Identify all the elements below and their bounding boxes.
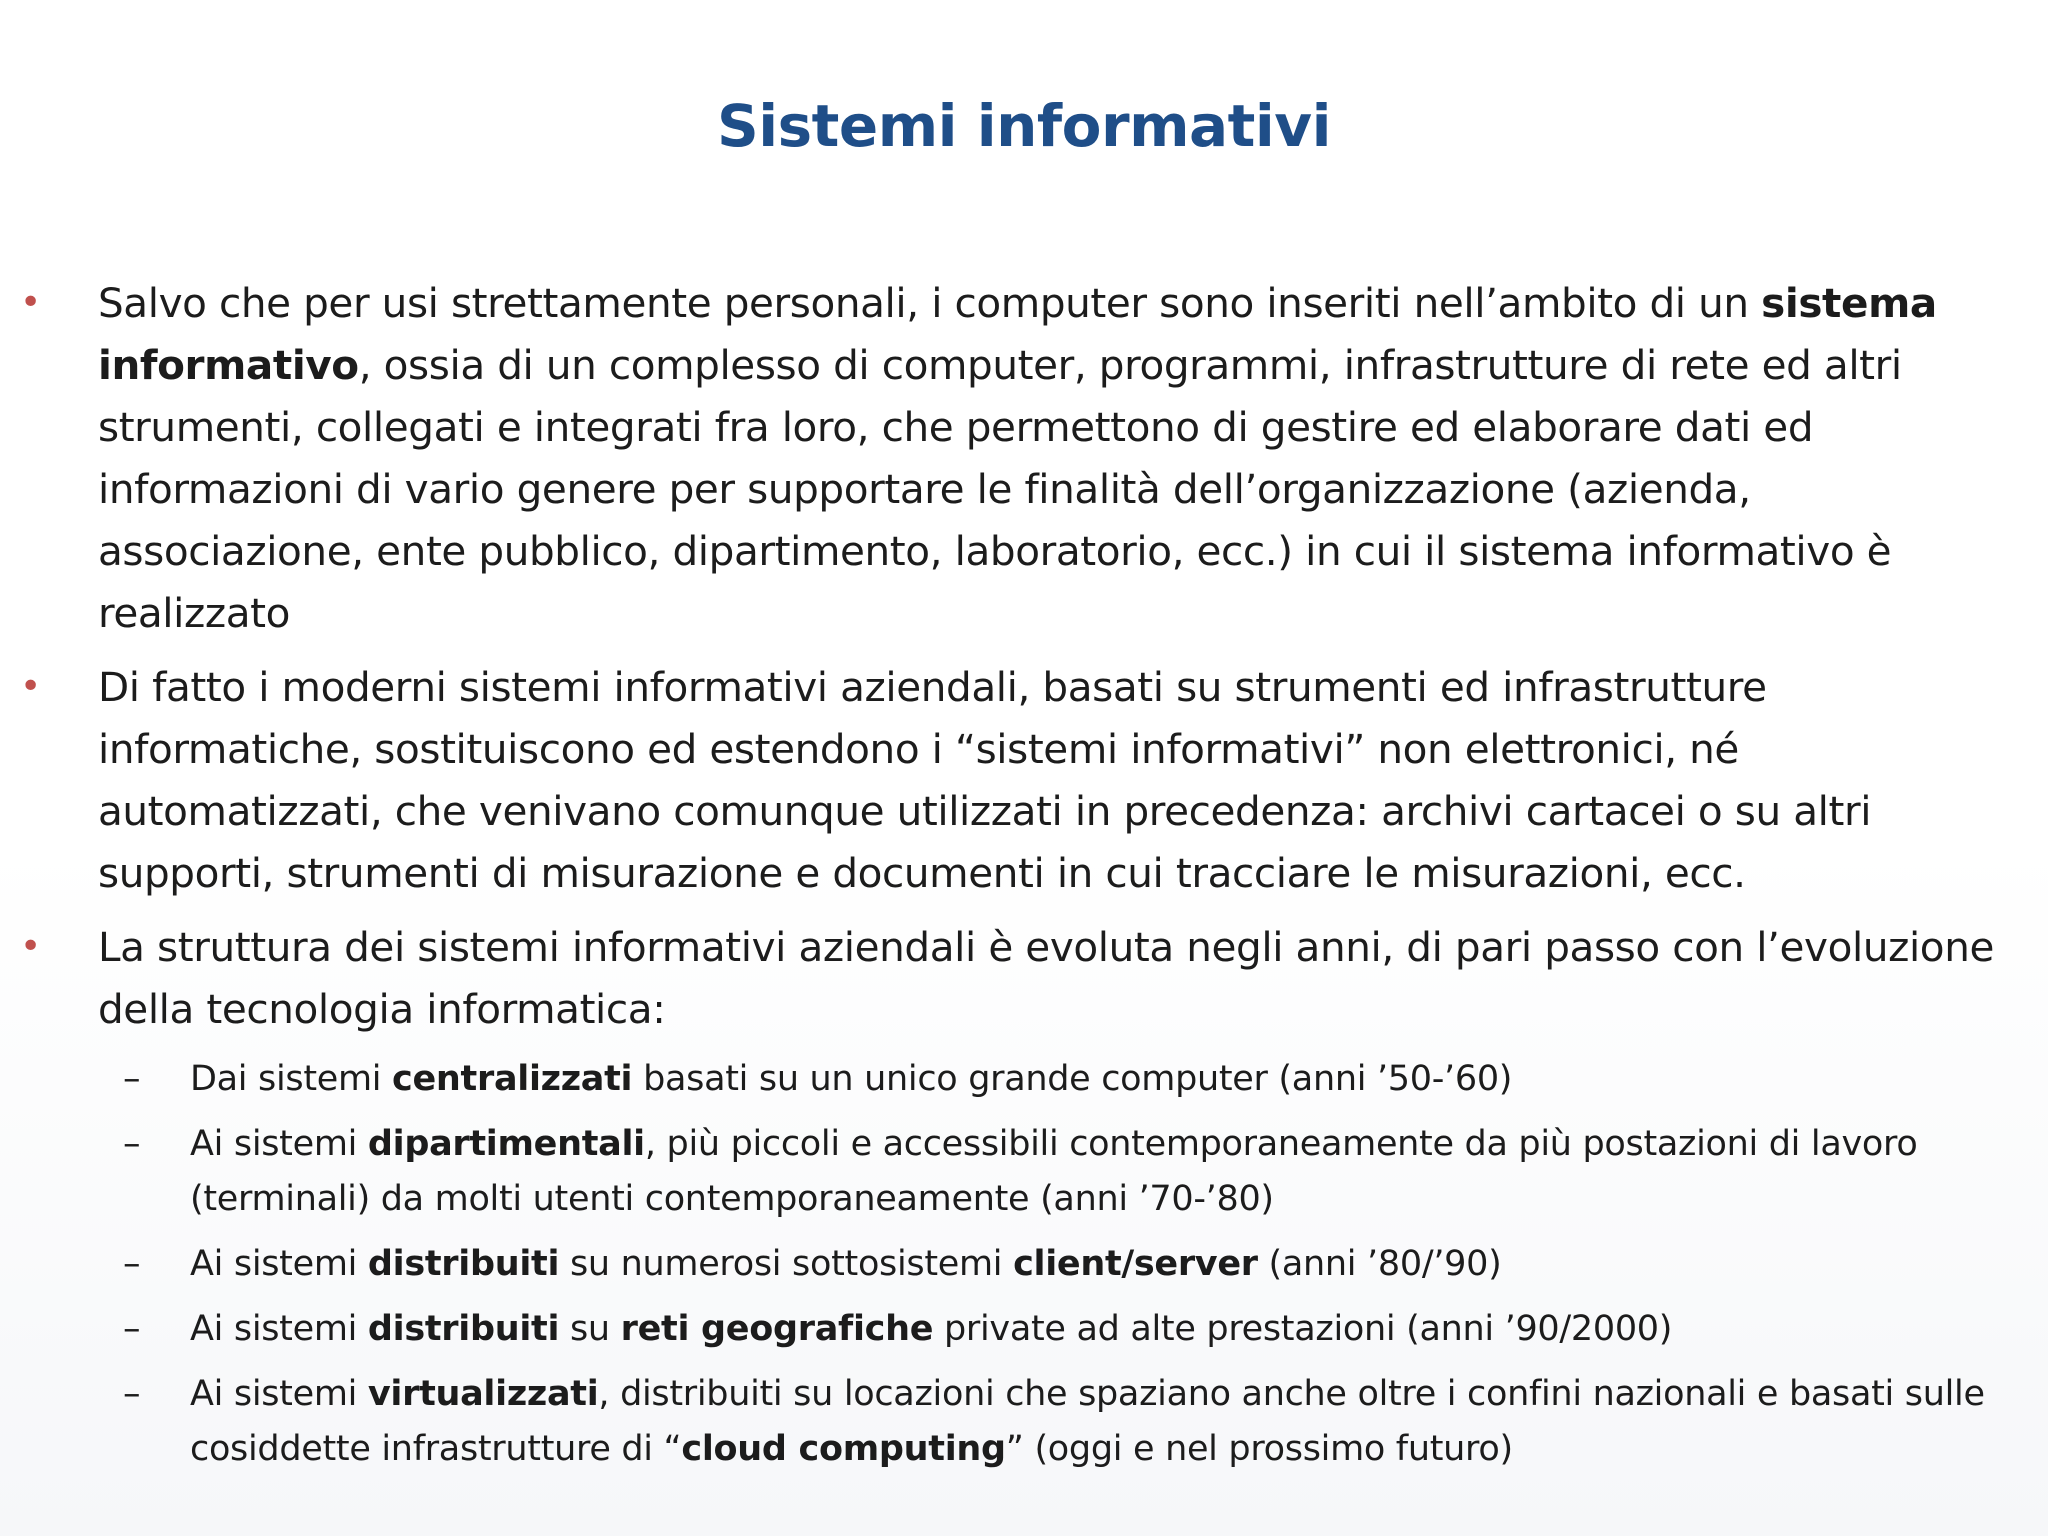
slide-content — [0, 272, 2048, 1487]
bullet-text: Di fatto i moderni sistemi informativi aziendali, basati su strumenti ed infrastrutture informatiche, sostituiscono ed estendono i “sistemi informativi” non elettronici, né automatizzati, che venivano comunque utilizzati in precedenza: archivi cartacei o su altri supporti, strumenti di misurazione e documenti in cui tracciare le misurazioni, ecc. — [98, 663, 1872, 897]
sub-item — [0, 1237, 2048, 1292]
sub-text: Dai sistemi — [190, 1059, 393, 1099]
bullet-item — [0, 916, 2048, 1040]
bullet-bold-text: sistema informativo — [98, 279, 1937, 389]
sub-bold-text: client/server — [1013, 1244, 1258, 1284]
sub-item — [0, 1052, 2048, 1107]
sub-text: , più piccoli e accessibili contemporaneamente da più postazioni di lavoro (terminali) da molti utenti contemporaneamente (anni ’70-’80) — [190, 1124, 1918, 1219]
sub-text: ” (oggi e nel prossimo futuro) — [1005, 1429, 1513, 1469]
bullet-text: La struttura dei sistemi informativi aziendali è evoluta negli anni, di pari passo con l’evoluzione della tecnologia informatica: — [98, 923, 1994, 1033]
bullet-text: , ossia di un complesso di computer, programmi, infrastrutture di rete ed altri strumenti, collegati e integrati fra loro, che permettono di gestire ed elaborare dati ed informazioni di vario genere per supportare le finalità dell’organizzazione (azienda, associazione, ente pubblico, dipartimento, laboratorio, ecc.) in cui il sistema informativo è realizzato — [98, 341, 1902, 637]
sub-bold-text: distribuiti — [367, 1309, 560, 1349]
sub-bold-text: dipartimentali — [367, 1124, 645, 1164]
bullet-marker: • — [20, 926, 41, 967]
sub-marker: – — [123, 1059, 141, 1099]
sub-marker: – — [123, 1374, 141, 1414]
sub-text: Ai sistemi — [190, 1374, 368, 1414]
sub-bold-text: distribuiti — [367, 1244, 560, 1284]
bullet-marker: • — [20, 666, 41, 707]
sub-item — [0, 1302, 2048, 1357]
sub-text: basati su un unico grande computer (anni ’50-’60) — [632, 1059, 1513, 1099]
sub-list — [0, 1052, 2048, 1477]
sub-text: , distribuiti su locazioni che spaziano anche oltre i confini nazionali e basati sulle cosiddette infrastrutture di “ — [190, 1374, 1985, 1469]
bullet-item — [0, 272, 2048, 644]
sub-bold-text: virtualizzati — [367, 1374, 599, 1414]
sub-item — [0, 1367, 2048, 1477]
sub-text: su — [559, 1309, 621, 1349]
sub-bold-text: cloud computing — [681, 1429, 1006, 1469]
sub-text: Ai sistemi — [190, 1124, 368, 1164]
bullet-text: Salvo che per usi strettamente personali, i computer sono inseriti nell’ambito di un — [98, 279, 1762, 327]
sub-marker: – — [123, 1124, 141, 1164]
sub-text: Ai sistemi — [190, 1309, 368, 1349]
sub-text: (anni ’80/’90) — [1257, 1244, 1502, 1284]
sub-item — [0, 1117, 2048, 1227]
sub-marker: – — [123, 1244, 141, 1284]
bullet-item — [0, 656, 2048, 904]
sub-text: Ai sistemi — [190, 1244, 368, 1284]
sub-text: private ad alte prestazioni (anni ’90/2000) — [933, 1309, 1673, 1349]
bullet-marker: • — [20, 282, 41, 323]
sub-bold-text: reti geografiche — [620, 1309, 934, 1349]
sub-marker: – — [123, 1309, 141, 1349]
slide-title: Sistemi informativi — [717, 92, 1331, 160]
sub-bold-text: centralizzati — [392, 1059, 633, 1099]
sub-text: su numerosi sottosistemi — [559, 1244, 1014, 1284]
